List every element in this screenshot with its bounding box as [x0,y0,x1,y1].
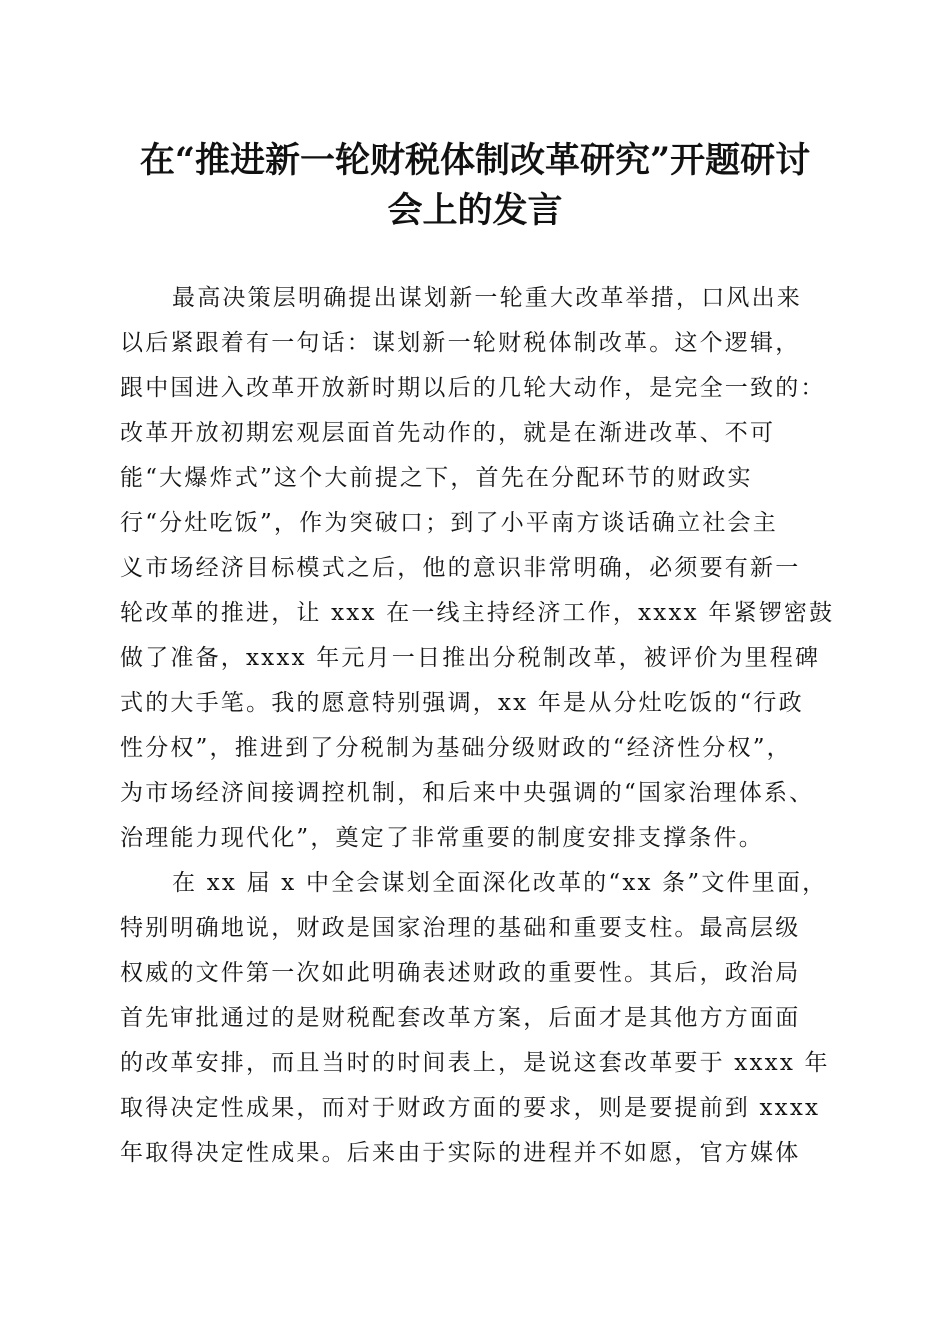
paragraph-line: 权威的文件第一次如此明确表述财政的重要性。其后，政治局 [120,960,801,986]
paragraph-line: 为市场经济间接调控机制，和后来中央强调的“国家治理体系、 [120,780,815,806]
paragraph-line: 义市场经济目标模式之后，他的意识非常明确，必须要有新一 [120,555,801,581]
paragraph-line: 取得决定性成果，而对于财政方面的要求，则是要提前到 xxxx [120,1095,821,1121]
title-line-1: 在“推进新一轮财税体制改革研究”开题研讨 [139,140,811,181]
paragraph-line: 以后紧跟着有一句话：谋划新一轮财税体制改革。这个逻辑， [120,330,801,356]
paragraph-line: 最高决策层明确提出谋划新一轮重大改革举措，口风出来 [172,285,802,311]
paragraph-line: 治理能力现代化”，奠定了非常重要的制度安排支撑条件。 [120,825,764,851]
title-line-2: 会上的发言 [387,190,563,231]
paragraph-line: 年取得决定性成果。后来由于实际的进程并不如愿，官方媒体 [120,1140,801,1166]
paragraph-line: 行“分灶吃饭”，作为突破口；到了小平南方谈话确立社会主 [120,510,778,536]
paragraph-line: 能“大爆炸式”这个大前提之下，首先在分配环节的财政实 [120,465,753,491]
paragraph-line: 跟中国进入改革开放新时期以后的几轮大动作，是完全一致的： [120,375,826,401]
paragraph-line: 在 xx 届 x 中全会谋划全面深化改革的“xx 条”文件里面， [172,870,828,896]
paragraph-line: 首先审批通过的是财税配套改革方案，后面才是其他方方面面 [120,1005,801,1031]
document-body [120,276,835,1176]
paragraph-line: 做了准备，xxxx 年元月一日推出分税制改革，被评价为里程碑 [120,645,821,671]
paragraph-line: 特别明确地说，财政是国家治理的基础和重要支柱。最高层级 [120,915,801,941]
paragraph-line: 性分权”，推进到了分税制为基础分级财政的“经济性分权”， [120,735,792,761]
document-title [110,136,840,236]
paragraph-line: 的改革安排，而且当时的时间表上，是说这套改革要于 xxxx 年 [120,1050,830,1076]
paragraph-line: 式的大手笔。我的愿意特别强调，xx 年是从分灶吃饭的“行政 [120,690,804,716]
paragraph-line: 轮改革的推进，让 xxx 在一线主持经济工作，xxxx 年紧锣密鼓 [120,600,835,626]
paragraph-line: 改革开放初期宏观层面首先动作的，就是在渐进改革、不可 [120,420,776,446]
